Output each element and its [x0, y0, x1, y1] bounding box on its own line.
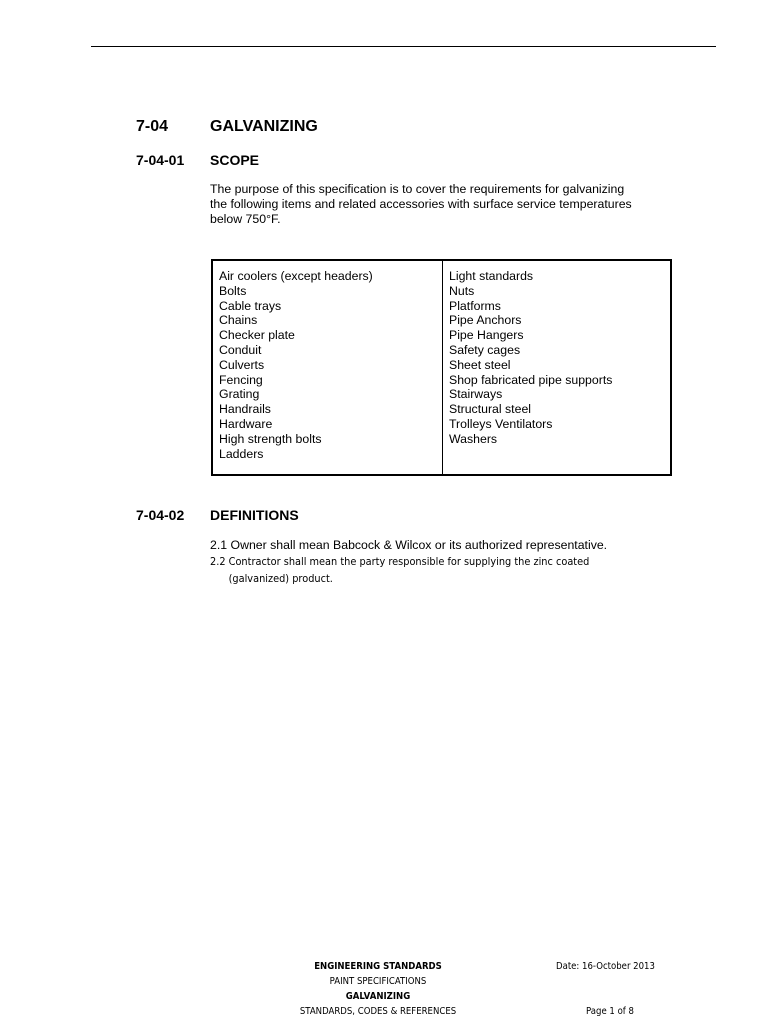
section-number: 7-04: [136, 118, 169, 135]
list-item: Pipe Hangers: [449, 328, 524, 343]
list-item: Washers: [449, 431, 498, 446]
definition-contractor-line: (galvanized) product.: [228, 573, 333, 585]
list-item: High strength bolts: [219, 431, 322, 446]
galvanized-items-table: [211, 259, 672, 476]
list-item: Structural steel: [449, 402, 532, 417]
footer-page-number: Page 1 of 8: [586, 1006, 634, 1017]
list-item: Conduit: [219, 342, 262, 357]
section-title: GALVANIZING: [210, 118, 318, 135]
definition-owner: 2.1 Owner shall mean Babcock & Wilcox or its authorized representative.: [210, 538, 608, 552]
scope-number: 7-04-01: [136, 152, 185, 168]
definition-contractor-line: 2.2 Contractor shall mean the party responsible for supplying the zinc coated: [210, 556, 590, 568]
header-rule: [91, 46, 716, 47]
items-left-column: [219, 269, 373, 461]
definitions-title: DEFINITIONS: [210, 507, 299, 523]
scope-title: SCOPE: [210, 152, 260, 168]
list-item: Ladders: [219, 446, 264, 461]
footer-document-title: GALVANIZING: [345, 991, 411, 1002]
scope-paragraph-line: the following items and related accessories with surface service temperatures: [210, 197, 632, 211]
definitions-number: 7-04-02: [136, 507, 185, 523]
list-item: Cable trays: [219, 298, 282, 313]
definition-contractor: [210, 554, 589, 588]
column-divider: [442, 261, 443, 474]
list-item: Sheet steel: [449, 357, 511, 372]
list-item: Light standards: [449, 269, 534, 283]
footer-date: Date: 16-October 2013: [556, 961, 655, 972]
list-item: Grating: [219, 387, 260, 402]
list-item: Culverts: [219, 357, 265, 372]
list-item: Fencing: [219, 372, 263, 387]
footer-paint-specifications: PAINT SPECIFICATIONS: [329, 976, 427, 987]
list-item: Nuts: [449, 283, 475, 298]
items-right-column: [449, 269, 612, 447]
list-item: Stairways: [449, 387, 503, 402]
list-item: Air coolers (except headers): [219, 269, 373, 283]
list-item: Handrails: [219, 402, 271, 417]
list-item: Platforms: [449, 298, 501, 313]
list-item: Bolts: [219, 283, 247, 298]
scope-paragraph-line: below 750°F.: [210, 212, 281, 226]
list-item: Checker plate: [219, 328, 295, 343]
list-item: Chains: [219, 313, 258, 328]
footer-engineering-standards: ENGINEERING STANDARDS: [314, 961, 442, 972]
footer-category: STANDARDS, CODES & REFERENCES: [299, 1006, 457, 1017]
list-item: Safety cages: [449, 342, 521, 357]
list-item: Trolleys Ventilators: [449, 416, 553, 431]
list-item: Shop fabricated pipe supports: [449, 372, 613, 387]
list-item: Hardware: [219, 416, 273, 431]
scope-paragraph: [210, 182, 660, 227]
scope-paragraph-line: The purpose of this specification is to cover the requirements for galvanizing: [210, 182, 625, 196]
list-item: Pipe Anchors: [449, 313, 522, 328]
